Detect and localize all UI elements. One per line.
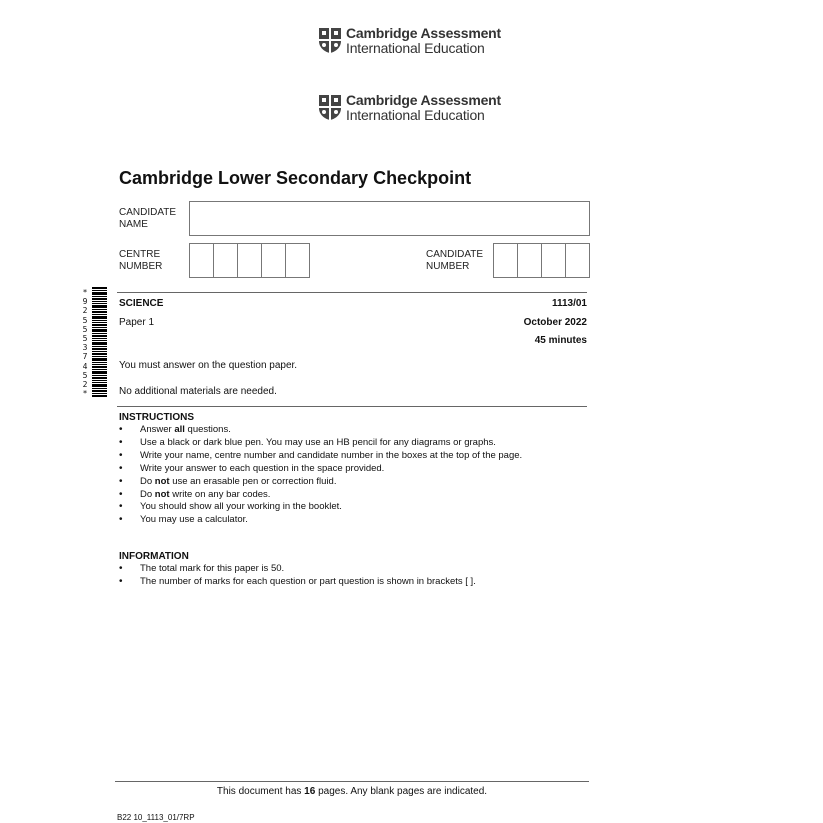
paper-code: 1113/01 [551,298,587,309]
barcode-digit: 7 [82,352,88,362]
barcode-digit: 2 [82,380,88,390]
digit-box[interactable] [190,244,214,277]
list-item: • Do not write on any bar codes. [119,489,522,502]
candidate-name-field[interactable] [189,201,590,236]
label-line: CANDIDATE [426,249,484,260]
barcode-digit: 4 [82,361,88,371]
exam-duration: 45 minutes [534,335,587,346]
list-item: • Write your name, centre number and candidate number in the boxes at the top of the page. [119,450,522,463]
logo-line-1: Cambridge Assessment [346,25,501,41]
page-count-prefix: This document has [216,786,305,797]
paper-number: Paper 1 [119,317,155,328]
centre-number-field[interactable] [189,243,310,278]
digit-box[interactable] [494,244,518,277]
barcode-digit: 3 [82,343,88,353]
digit-box[interactable] [286,244,310,277]
divider [117,406,587,407]
label-line: NAME [119,219,148,230]
barcode-digit: 2 [82,306,88,316]
logo-line-2: International Education [346,40,485,56]
label-line: CENTRE [119,249,161,260]
digit-box[interactable] [214,244,238,277]
logo-line-2: International Education [346,107,485,123]
document-reference: B22 10_1113_01/7RP [117,813,195,822]
list-item: • The number of marks for each question or part question is shown in brackets [ ]. [119,576,476,589]
label-line: CANDIDATE [119,207,177,218]
subject-name: SCIENCE [119,298,164,309]
list-item: • Do not use an erasable pen or correction fluid. [119,476,522,489]
cambridge-logo [318,93,518,125]
page-count-suffix: pages. Any blank pages are indicated. [315,786,488,797]
barcode-digit: * [82,389,88,399]
list-item: • You should show all your working in the booklet. [119,501,522,514]
digit-box[interactable] [518,244,542,277]
barcode-digits [80,288,90,398]
label-line: NUMBER [426,261,470,272]
crest-icon [318,27,342,54]
information-heading: INFORMATION [119,551,189,562]
page-title: Cambridge Lower Secondary Checkpoint [119,168,472,188]
exam-session: October 2022 [523,317,587,328]
barcode-digit: 5 [82,324,88,334]
list-item: • Write your answer to each question in the space provided. [119,463,522,476]
barcode-digit: 5 [82,334,88,344]
list-item: • Answer all questions. [119,424,522,437]
barcode-icon [92,287,107,397]
digit-box[interactable] [262,244,286,277]
list-item: • The total mark for this paper is 50. [119,563,476,576]
logo-line-1: Cambridge Assessment [346,92,501,108]
page-count: 16 [304,786,316,797]
answer-note: You must answer on the question paper. [119,360,298,371]
list-item: • Use a black or dark blue pen. You may use an HB pencil for any diagrams or graphs. [119,437,522,450]
digit-box[interactable] [566,244,590,277]
instructions-heading: INSTRUCTIONS [119,412,194,423]
crest-icon [318,94,342,121]
footer-divider [115,781,589,782]
digit-box[interactable] [238,244,262,277]
barcode-digit: 5 [82,315,88,325]
barcode-digit: 9 [82,297,88,307]
label-line: NUMBER [119,261,163,272]
cambridge-logo [318,26,518,58]
candidate-name-label [119,207,176,231]
barcode-digit: 5 [82,370,88,380]
digit-box[interactable] [542,244,566,277]
information-list [119,563,476,589]
centre-number-label [119,249,162,273]
page-count-note [115,786,589,797]
instructions-list [119,424,522,527]
candidate-number-field[interactable] [493,243,590,278]
divider [117,292,587,293]
materials-note: No additional materials are needed. [119,386,277,397]
list-item: • You may use a calculator. [119,514,522,527]
candidate-number-label [426,249,483,273]
barcode-digit: * [82,288,88,297]
